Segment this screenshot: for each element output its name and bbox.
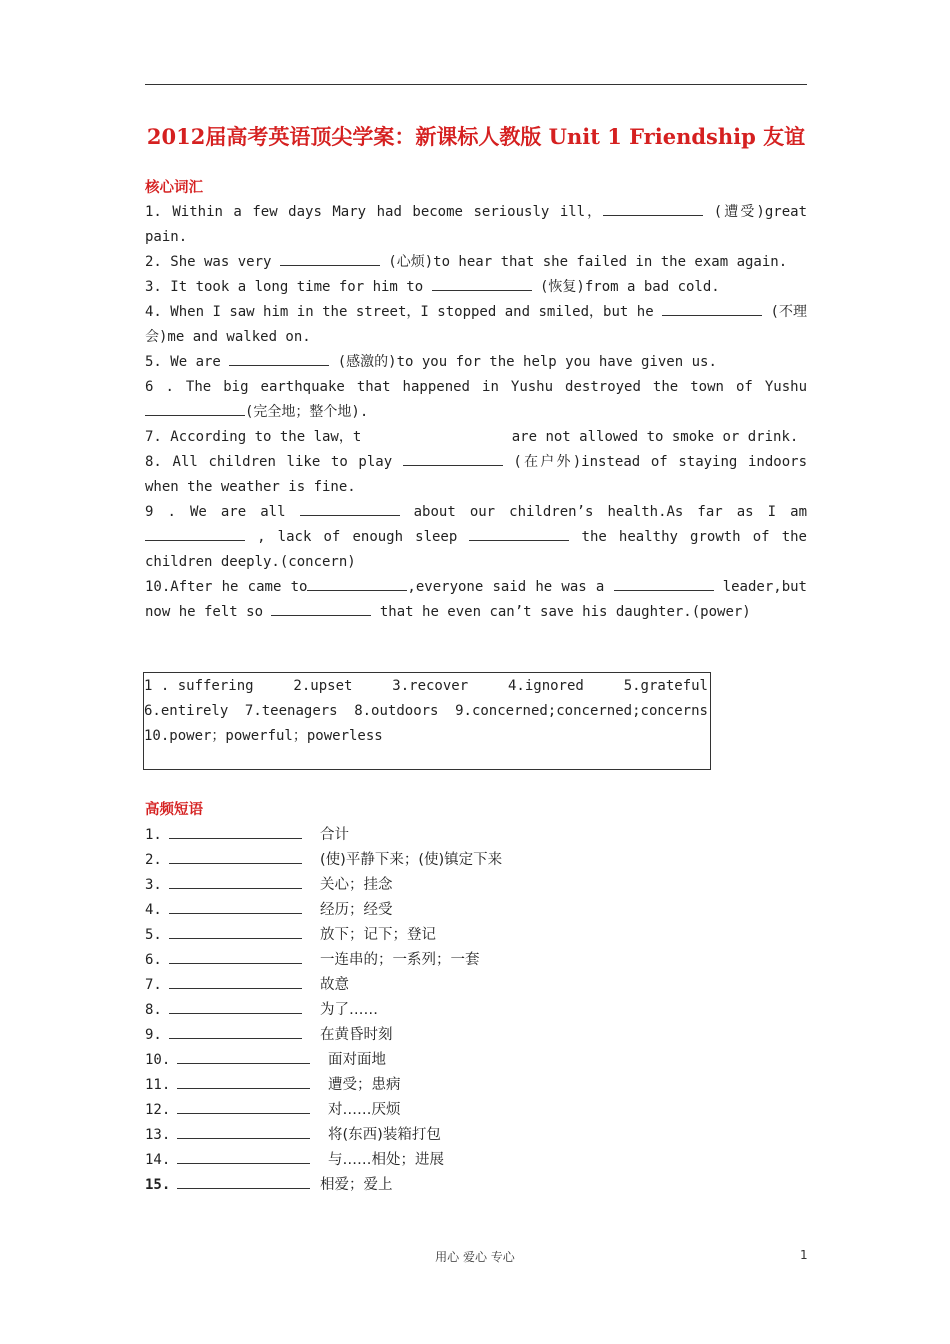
- vocab-question: 8. All children like to play (在户外)instead of staying indoors when the weather is fine.: [145, 450, 807, 500]
- phrase-meaning: 将(东西)装箱打包: [328, 1127, 441, 1143]
- phrase-meaning: 为了……: [320, 1002, 378, 1018]
- phrase-meaning: 故意: [320, 977, 349, 993]
- phrase-meaning: 合计: [320, 827, 349, 843]
- page-number: 1: [800, 1248, 808, 1262]
- answer-blank[interactable]: [271, 600, 371, 616]
- answer-blank[interactable]: [300, 500, 400, 516]
- answer-blank[interactable]: [169, 847, 302, 864]
- phrase-meaning: 经历；经受: [320, 902, 393, 918]
- answer-item: 9.concerned;concerned;concerns: [455, 703, 708, 719]
- phrase-meaning: 对……厌烦: [328, 1102, 401, 1118]
- answer-item: 7.teenagers: [244, 703, 338, 719]
- vocab-question: 7. According to the law，t are not allowed to smoke or drink.: [145, 429, 799, 445]
- answer-blank[interactable]: [662, 300, 762, 316]
- phrase-item: 7. 故意: [145, 972, 502, 997]
- phrase-item: 12. 对……厌烦: [145, 1097, 502, 1122]
- answer-row: [144, 699, 710, 724]
- phrase-item: 8. 为了……: [145, 997, 502, 1022]
- answer-blank[interactable]: [403, 450, 503, 466]
- answer-item: 8.outdoors: [354, 703, 439, 719]
- answer-item: 2.upset: [293, 678, 353, 694]
- phrase-meaning: 与……相处；进展: [328, 1152, 444, 1168]
- section-heading-phrases: 高频短语: [145, 802, 203, 818]
- answer-blank[interactable]: [469, 525, 569, 541]
- answer-blank[interactable]: [177, 1072, 310, 1089]
- answer-blank[interactable]: [307, 575, 407, 591]
- answer-row: [144, 724, 710, 749]
- answer-item: 1 . suffering: [144, 678, 254, 694]
- phrase-item: 15. 相爱；爱上: [145, 1172, 502, 1197]
- answer-blank[interactable]: [169, 1022, 302, 1039]
- answer-item: 6.entirely: [144, 703, 229, 719]
- vocab-question: 6 . The big earthquake that happened in Yushu destroyed the town of Yushu (完全地；整个地).: [145, 379, 807, 420]
- answer-blank[interactable]: [169, 997, 302, 1014]
- phrase-item: 4. 经历；经受: [145, 897, 502, 922]
- answer-blank[interactable]: [432, 275, 532, 291]
- phrase-meaning: 关心；挂念: [320, 877, 393, 893]
- answer-blank[interactable]: [169, 872, 302, 889]
- answer-blank[interactable]: [614, 575, 714, 591]
- phrase-meaning: 放下；记下；登记: [320, 927, 436, 943]
- answer-key-box: [143, 672, 711, 770]
- answer-blank[interactable]: [169, 947, 302, 964]
- phrase-list: [145, 822, 502, 1197]
- vocab-question: 4. When I saw him in the street，I stopped and smiled，but he (不理会)me and walked on.: [145, 300, 807, 350]
- answer-blank[interactable]: [177, 1172, 310, 1189]
- answer-blank[interactable]: [169, 897, 302, 914]
- answer-blank[interactable]: [169, 972, 302, 989]
- answer-row: [144, 674, 710, 699]
- vocab-question: 3. It took a long time for him to (恢复)from a bad cold.: [145, 275, 807, 300]
- answer-blank[interactable]: [145, 400, 245, 416]
- vocab-exercise: [145, 200, 807, 625]
- answer-blank[interactable]: [169, 822, 302, 839]
- phrase-meaning: 在黄昏时刻: [320, 1027, 393, 1043]
- phrase-item: 5. 放下；记下；登记: [145, 922, 502, 947]
- phrase-item: 13. 将(东西)装箱打包: [145, 1122, 502, 1147]
- answer-item: 10.power；powerful；powerless: [144, 728, 383, 744]
- phrase-item: 6. 一连串的；一系列；一套: [145, 947, 502, 972]
- phrase-item: 11. 遭受；患病: [145, 1072, 502, 1097]
- section-heading-vocab: 核心词汇: [145, 180, 203, 196]
- phrase-meaning: 一连串的；一系列；一套: [320, 952, 480, 968]
- phrase-meaning: 面对面地: [328, 1052, 386, 1068]
- vocab-question: 2. She was very (心烦)to hear that she failed in the exam again.: [145, 250, 807, 275]
- phrase-meaning: 遭受；患病: [328, 1077, 401, 1093]
- vocab-question: 9 . We are all about our children’s health.As far as I am , lack of enough sleep the healthy growth of the children deeply.(concern): [145, 500, 807, 575]
- answer-blank[interactable]: [229, 350, 329, 366]
- answer-item: 4.ignored: [507, 678, 584, 694]
- answer-blank[interactable]: [603, 200, 703, 216]
- vocab-question: 1. Within a few days Mary had become seriously ill， (遭受)great pain.: [145, 200, 807, 250]
- answer-blank[interactable]: [145, 525, 245, 541]
- phrase-meaning: 相爱；爱上: [320, 1177, 393, 1193]
- answer-blank[interactable]: [177, 1097, 310, 1114]
- vocab-question: 5. We are (感激的)to you for the help you have given us.: [145, 350, 807, 375]
- answer-blank[interactable]: [177, 1047, 310, 1064]
- vocab-question: 10.After he came to ,everyone said he was a leader,but now he felt so that he even can’t save his daughter.(power): [145, 575, 807, 625]
- phrase-meaning: (使)平静下来；(使)镇定下来: [320, 852, 503, 868]
- answer-blank[interactable]: [177, 1122, 310, 1139]
- header-rule: [145, 84, 807, 85]
- phrase-item: 1. 合计: [145, 822, 502, 847]
- answer-item: 3.recover: [392, 678, 469, 694]
- page-footer: 用心 爱心 专心: [435, 1250, 515, 1264]
- phrase-item: 14. 与……相处；进展: [145, 1147, 502, 1172]
- answer-blank[interactable]: [177, 1147, 310, 1164]
- answer-blank[interactable]: [280, 250, 380, 266]
- phrase-item: 9. 在黄昏时刻: [145, 1022, 502, 1047]
- phrase-item: 2. (使)平静下来；(使)镇定下来: [145, 847, 502, 872]
- answer-blank[interactable]: [169, 922, 302, 939]
- page-title: 2012届高考英语顶尖学案：新课标人教版 Unit 1 Friendship 友谊: [146, 124, 806, 149]
- phrase-item: 10. 面对面地: [145, 1047, 502, 1072]
- answer-item: 5.grateful: [623, 678, 708, 694]
- phrase-item: 3. 关心；挂念: [145, 872, 502, 897]
